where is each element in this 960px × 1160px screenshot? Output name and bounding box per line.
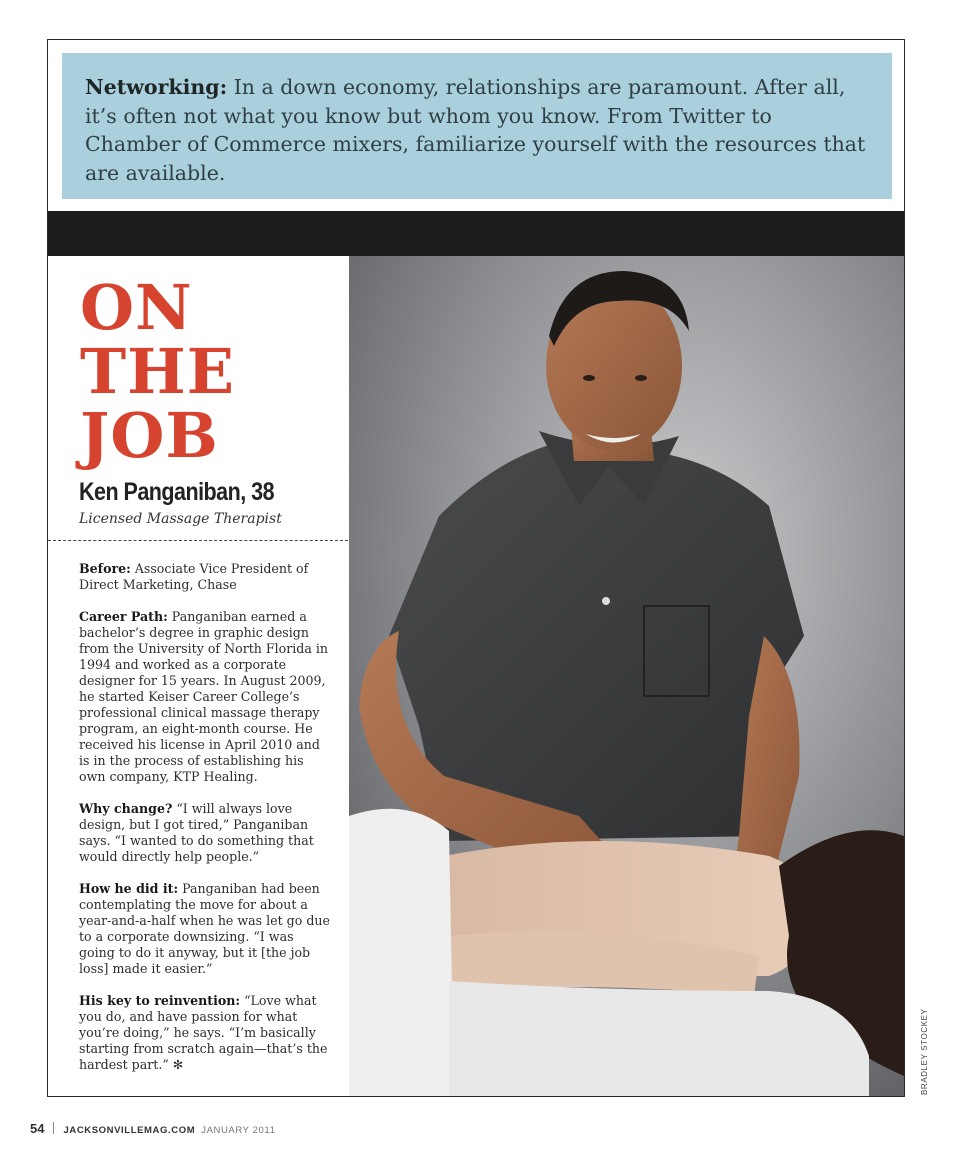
subject-role: Licensed Massage Therapist (79, 511, 282, 527)
section-text: Panganiban earned a bachelor’s degree in graphic design from the University of North Florida in 1994 and worked as a corporate designer for 15 years. In August 2009, he started Keiser Career College’s professional clinical massage therapy program, an eight-month course. He received his license in April 2010 and is in the process of establishing his own company, KTP Healing. (79, 609, 328, 784)
issue-date: JANUARY 2011 (201, 1125, 276, 1136)
section-text: “I will always love design, but I got tired,” Panganiban says. “I wanted to do something that would directly help people.” (79, 801, 314, 864)
title-line-job: JOB (80, 399, 219, 472)
callout-text: In a down economy, relationships are paramount. After all, it’s often not what you know but whom you know. From Twitter to Chamber of Commerce mixers, familiarize yourself with the resources that are available. (85, 75, 866, 185)
callout-lead: Networking: (85, 75, 228, 99)
therapist-photo (349, 256, 904, 1096)
section-text: Panganiban had been contemplating the move for about a year-and-a-half when he was let go due to a corporate downsizing. “I was going to do it anyway, but it [the job loss] made it easier.” (79, 881, 330, 976)
title-line-the: THE (80, 335, 235, 408)
networking-callout (62, 53, 892, 199)
section-label: His key to reinvention: (79, 993, 241, 1008)
subject-name: Ken Panganiban, 38 (79, 478, 275, 506)
section-how-he-did-it (79, 881, 331, 977)
title-line-on: ON (80, 271, 193, 344)
feature-title (80, 271, 340, 472)
page-footer (30, 1120, 276, 1138)
section-label: Before: (79, 561, 131, 576)
section-label: Why change? (79, 801, 173, 816)
section-before (79, 561, 331, 593)
section-label: How he did it: (79, 881, 179, 896)
massage-scene-image (349, 256, 904, 1096)
section-key-to-reinvention (79, 993, 331, 1073)
article-body (79, 561, 331, 1089)
section-career-path (79, 609, 331, 785)
header-black-bar (48, 211, 904, 256)
section-text: Associate Vice President of Direct Marketing, Chase (79, 561, 309, 592)
section-text: “Love what you do, and have passion for what you’re doing,” he says. “I’m basically starting from scratch again—that’s the hardest part.” ✻ (79, 993, 328, 1072)
footer-separator (53, 1122, 54, 1134)
dashed-divider (48, 540, 348, 541)
site-url: JACKSONVILLEMAG.COM (63, 1125, 196, 1136)
section-label: Career Path: (79, 609, 168, 624)
callout-paragraph (85, 73, 868, 187)
photo-credit: BRADLEY STOCKEY (920, 1008, 929, 1095)
section-why-change (79, 801, 331, 865)
page-number: 54 (30, 1121, 45, 1136)
